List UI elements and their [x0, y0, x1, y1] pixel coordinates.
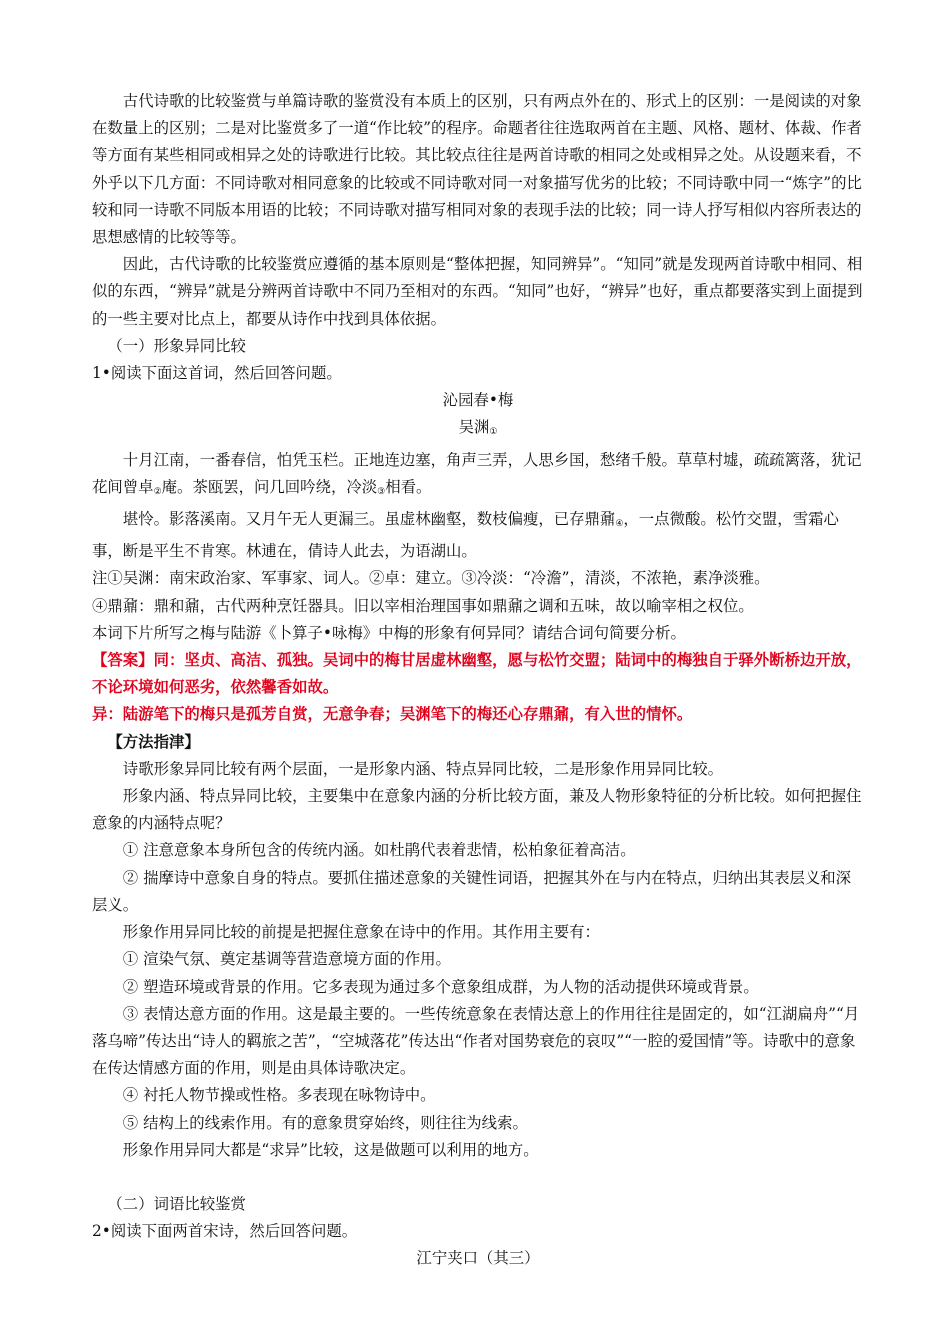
method-paragraph: 形象内涵、特点异同比较，主要集中在意象内涵的分析比较方面，兼及人物形象特征的分析比较。如何把握住意象的内涵特点呢？ — [92, 787, 862, 833]
answer-paragraph-2: 异：陆游笔下的梅只是孤芳自赏，无意争春；吴渊笔下的梅还心存鼎鼐，有入世的情怀。 — [92, 705, 693, 724]
method-paragraph: 诗歌形象异同比较有两个层面，一是形象内涵、特点异同比较，二是形象作用异同比较。 — [122, 759, 724, 778]
method-list-item: ② 塑造环境或背景的作用。它多表现为通过多个意象组成群，为人物的活动提供环境或背景。 — [122, 977, 759, 996]
method-list-item: ③ 表情达意方面的作用。这是最主要的。一些传统意象在表情达意上的作用往往是固定的，如“江湖扁舟”“月落乌啼”传达出“诗人的羁旅之苦”，“空城落花”传达出“作者对国势衰危的哀叹”“一腔的爱国情”等。诗歌中的意象在传达情感方面的作用，则是由具体诗歌决定。 — [92, 1004, 860, 1078]
poem1-author — [92, 414, 864, 446]
footnote-marker: ③ — [377, 486, 386, 497]
footnote-marker: ① — [489, 427, 498, 438]
method-heading: 【方法指津】 — [107, 732, 200, 751]
author-name: 吴渊 — [458, 418, 490, 437]
question1-title: 1•阅读下面这首词，然后回答问题。 — [92, 364, 342, 383]
stanza-text: 庵。茶瓯罢，问几回吟绕，冷淡 — [161, 477, 378, 496]
spacer — [92, 1164, 864, 1191]
method-paragraph: 形象作用异同比较的前提是把握住意象在诗中的作用。其作用主要有： — [122, 923, 600, 942]
section1-heading: （一）形象异同比较 — [107, 336, 246, 355]
section2-heading: （二）词语比较鉴赏 — [107, 1194, 246, 1213]
footnote-marker: ② — [153, 486, 162, 497]
poem2-title: 江宁夹口（其三） — [416, 1249, 540, 1268]
stanza-text: ，一点微酸。松竹交盟，雪霜心事，断是平生不肯寒。林逋在，倩诗人此去，为语湖山。 — [92, 510, 839, 561]
footnotes-line-1: 注①吴渊：南宋政治家、军事家、词人。②卓：建立。③冷淡：“冷澹”，清淡，不浓艳，素净淡雅。 — [92, 569, 770, 588]
method-list-item: ② 揣摩诗中意象自身的特点。要抓住描述意象的关键性词语，把握其外在与内在特点，归纳出其表层义和深层义。 — [92, 868, 852, 914]
stanza-text: 堪怜。影落溪南。又月午无人更漏三。虽虚林幽壑，数枝偏瘦，已存鼎鼐 — [122, 510, 616, 529]
answer-paragraph-1: 【答案】同：坚贞、高洁、孤独。吴词中的梅甘居虚林幽壑，愿与松竹交盟；陆词中的梅独自于驿外断桥边开放，不论环境如何恶劣，依然馨香如故。 — [92, 651, 862, 697]
method-list-item: ⑤ 结构上的线索作用。有的意象贯穿始终，则往往为线索。 — [122, 1113, 528, 1132]
footnote-marker: ④ — [615, 519, 624, 530]
method-list-item: ① 注意意象本身所包含的传统内涵。如杜鹃代表着悲情，松柏象征着高洁。 — [122, 841, 636, 860]
footnotes-line-2: ④鼎鼐：鼎和鼐，古代两种烹饪器具。旧以宰相治理国事如鼎鼐之调和五味，故以喻宰相之权位。 — [92, 596, 754, 615]
document-page — [92, 88, 864, 1273]
method-list-item: ① 渲染气氛、奠定基调等营造意境方面的作用。 — [122, 950, 451, 969]
poem1-title: 沁园春•梅 — [442, 391, 514, 410]
question2-title: 2•阅读下面两首宋诗，然后回答问题。 — [92, 1222, 358, 1241]
intro-paragraph-1: 古代诗歌的比较鉴赏与单篇诗歌的鉴赏没有本质上的区别，只有两点外在的、形式上的区别：一是阅读的对象在数量上的区别；二是对比鉴赏多了一道“作比较”的程序。命题者往往选取两首在主题、风格、题材、体裁、作者等方面有某些相同或相异之处的诗歌进行比较。其比较点往往是两首诗歌的相同之处或相异之处。从设题来看，不外乎以下几方面：不同诗歌对相同意象的比较或不同诗歌对同一对象描写优劣的比较；不同诗歌中同一“炼字”的比较和同一诗歌不同版本用语的比较；不同诗歌对描写相同对象的表现手法的比较；同一诗人抒写相似内容所表达的思想感情的比较等等。 — [92, 92, 862, 247]
question1-text: 本词下片所写之梅与陆游《卜算子•咏梅》中梅的形象有何异同？请结合词句简要分析。 — [92, 623, 686, 642]
intro-paragraph-2: 因此，古代诗歌的比较鉴赏应遵循的基本原则是“整体把握，知同辨异”。“知同”就是发现两首诗歌中相同、相似的东西，“辨异”就是分辨两首诗歌中不同乃至相对的东西。“知同”也好，“辨异”也好，重点都要落实到上面提到的一些主要对比点上，都要从诗作中找到具体依据。 — [92, 255, 863, 328]
poem1-stanza-2 — [92, 506, 864, 565]
poem1-stanza-1 — [92, 447, 864, 506]
method-paragraph: 形象作用异同大都是“求异”比较，这是做题可以利用的地方。 — [122, 1140, 539, 1159]
stanza-text: 十月江南，一番春信，怕凭玉栏。正地连边塞，角声三弄，人思乡国，愁绪千般。草草村墟，疏疏篱落，犹记花间曾卓 — [92, 450, 862, 496]
stanza-text: 相看。 — [385, 477, 432, 496]
method-list-item: ④ 衬托人物节操或性格。多表现在咏物诗中。 — [122, 1086, 436, 1105]
